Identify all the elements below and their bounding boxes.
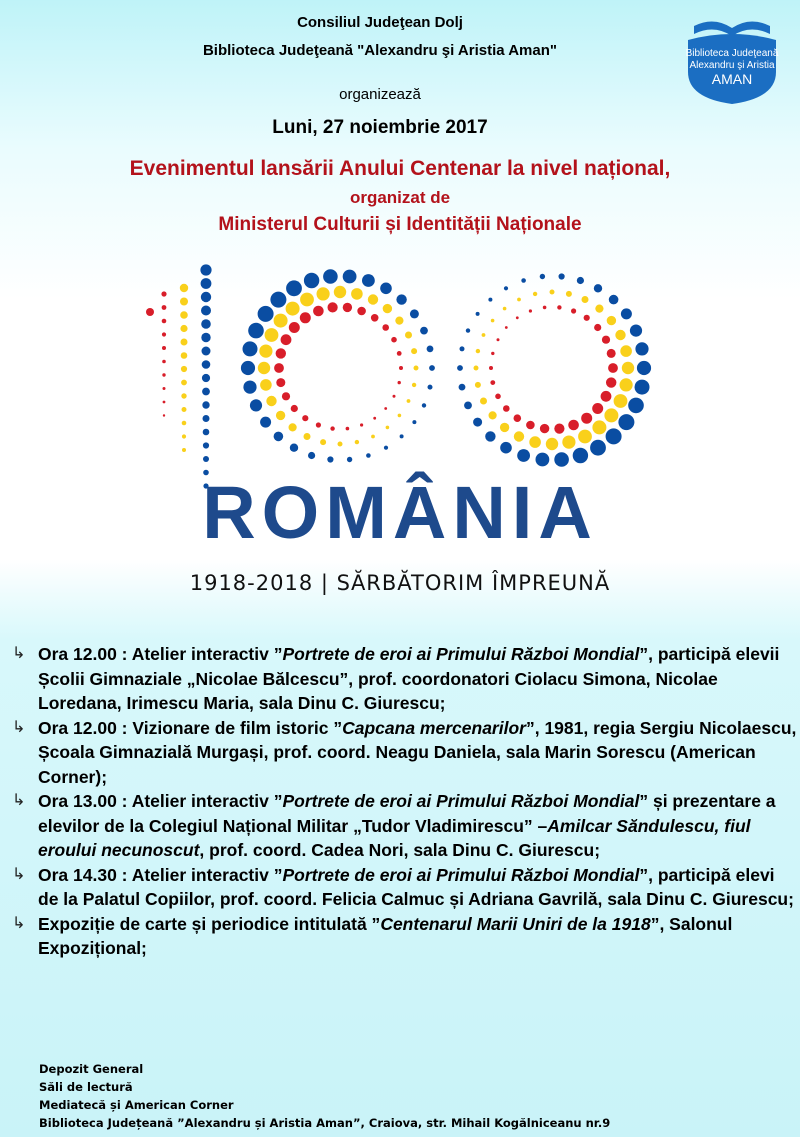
logo-dot [162,360,166,364]
logo-dot [289,322,300,333]
logo-dot [503,307,507,311]
logo-dot [622,362,634,374]
logo-dot [503,405,510,412]
event-ministry: Ministerul Culturii și Identității Naționale [218,214,582,235]
logo-dot [203,456,209,462]
organizer-library: Biblioteca Judeţeană "Alexandru şi Aristia Aman" [202,42,558,59]
logo-dot [203,442,209,448]
logo-dot [473,418,482,427]
logo-dot [286,302,300,316]
logo-dot [343,303,352,312]
logo-dot [516,316,519,319]
logo-dot [536,453,550,467]
logo-dot [343,270,357,284]
logo-dot [592,403,603,414]
logo-dot [371,435,375,439]
logo-dot [281,334,292,345]
logo-dot [489,411,497,419]
logo-dot [203,429,210,436]
logo-dot [582,296,589,303]
logo-dot [161,291,166,296]
logo-dot [274,432,284,442]
logo-dot [529,309,532,312]
logo-dot [316,422,321,427]
logo-dot [480,398,487,405]
logo-dot [391,337,397,343]
logo-dot [554,424,564,434]
logo-dot [517,449,530,462]
footer-address: Biblioteca Județeană ”Alexandru și Aristia Aman”, Craiova, str. Mihail Kogălniceanu nr.9 [39,1116,611,1130]
event-item-subtitle: Amilcar Săndulescu, fiul eroului necunoscut [38,815,751,860]
logo-dot [162,319,167,324]
logo-dot [412,383,416,387]
logo-dot [201,319,211,329]
footer-line: Depozit General [39,1062,144,1076]
logo-dot [554,452,569,467]
logo-dot [201,333,210,342]
logo-dot [620,378,633,391]
logo-dot [202,360,211,369]
logo-dot [258,306,274,322]
event-date: Luni, 27 noiembrie 2017 [272,117,488,138]
logo-dot [201,292,211,302]
logo-dot [414,366,419,371]
logo-dot [395,317,403,325]
logo-dot [202,401,209,408]
logo-dot [162,373,165,376]
logo-dot [386,426,390,430]
logo-dot [180,325,187,332]
logo-dot [181,380,187,386]
logo-dot [606,428,622,444]
footer [39,1060,610,1132]
logo-dot [347,457,352,462]
logo-dot [594,324,601,331]
logo-dot [181,339,188,346]
logo-dot [393,395,396,398]
logo-dot [286,280,302,296]
event-item-title: Portrete de eroi ai Primului Război Mondial [282,791,640,811]
logo-dot [163,414,165,416]
logo-dot [320,439,326,445]
event-item-title: Portrete de eroi ai Primului Război Mondial [282,644,640,664]
logo-dot [608,363,618,373]
event-item: ↳ Ora 14.30 : Atelier interactiv ”Portrete de eroi ai Primului Război Mondial”, participă elevi de la Palatul Copiilor, prof. coord. Felicia Calmuc și Adriana Gavrilă, sala Dinu C. Giurescu; [12,864,794,909]
arrow-bullet-icon: ↳ [12,645,26,662]
logo-dot [491,352,494,355]
logo-dot [584,315,590,321]
logo-dot [382,324,389,331]
logo-dot [628,398,644,414]
logo-dot [405,332,412,339]
logo-dot [400,434,404,438]
logo-dot [260,417,271,428]
logo-dot [411,348,417,354]
logo-dot [397,351,402,356]
event-item-title: Portrete de eroi ai Primului Război Mondial [282,864,640,885]
logo-dot [581,413,592,424]
logo-dot [291,405,298,412]
logo-dot [243,341,258,356]
centenar-logo [0,250,800,610]
logo-dot [606,377,616,387]
logo-dot [317,287,330,300]
logo-dot [514,414,522,422]
logo-dot [396,294,406,304]
logo-dot [482,333,486,337]
logo-dot [476,349,480,353]
arrow-bullet-icon: ↳ [12,718,26,736]
logo-dot [618,414,634,430]
event-item: ↳ Ora 13.00 : Atelier interactiv ”Portrete de eroi ai Primului Război Mondial” și prezentare a elevilor de la Colegiul Național Militar „Tudor Vladimirescu” –Amilcar Săndulescu, fiul eroului necunoscut, prof. coord. Cadea Nori, sala Dinu C. Giurescu; [12,791,776,860]
logo-dot [602,336,610,344]
logo-dot [460,346,465,351]
logo-dot [180,311,188,319]
logo-dot [181,393,186,398]
logo-dot [412,420,416,424]
logo-dot [250,399,262,411]
logo-dot [323,269,338,284]
event-organized-by: organizat de [349,188,451,207]
logo-dot [427,346,434,353]
logo-dot [491,319,495,323]
logo-dot [384,407,387,410]
logo-dot [202,388,210,396]
logo-dot [351,288,363,300]
logo-dot [346,427,350,431]
event-time: Ora 12.00 : [38,644,132,664]
logo-dot [607,349,616,358]
logo-dot [514,431,524,441]
logo-dot [529,436,541,448]
arrow-bullet-icon: ↳ [12,792,26,809]
logo-dot [504,286,508,290]
logo-dot [302,415,308,421]
logo-dot [182,434,186,438]
logo-dot [604,408,618,422]
logo-dot [163,401,166,404]
logo-dot [327,456,333,462]
event-item-title: Capcana mercenarilor [342,717,526,738]
logo-dot [304,273,319,288]
logo-dot [466,328,470,332]
footer-line: Săli de lectură [39,1080,133,1094]
logo-dot [533,292,537,296]
logo-dot [182,448,186,452]
event-item: ↳ Expoziție de carte și periodice intitulată ”Centenarul Marii Uniri de la 1918”, Salonul Expozițional; [12,913,733,958]
logo-dot [276,348,286,358]
logo-dot [300,312,311,323]
logo-dot [202,374,210,382]
logo-dot [276,378,285,387]
logo-dot [270,292,286,308]
logo-dot [300,293,314,307]
logo-dot [620,345,632,357]
logo-dot [384,446,388,450]
logo-dot [615,330,625,340]
logo-dot [497,338,500,341]
logo-dot [592,420,606,434]
logo-dot [289,423,297,431]
logo-dot [410,309,419,318]
logo-dot [201,306,211,316]
logo-dot [274,314,288,328]
logo-dot [490,380,495,385]
logo-dot [163,387,166,390]
organizes-text: organizează [339,86,421,103]
logo-dot [573,448,588,463]
logo-dot [373,417,376,420]
logo-dot [594,284,602,292]
logo-dot [630,325,642,337]
logo-dot [182,407,187,412]
logo-dot [334,286,346,298]
logo-dot [526,421,535,430]
logo-dot [366,453,371,458]
logo-dot [328,302,338,312]
logo-dot [559,273,565,279]
centenar-country: ROMÂNIA [202,471,598,554]
event-item-title: Centenarul Marii Uniri de la 1918 [380,913,651,934]
logo-dot [550,290,555,295]
logo-dot [568,420,579,431]
logo-dot [595,305,603,313]
logo-dot [362,274,375,287]
logo-dot [495,394,501,400]
logo-dot [181,352,188,359]
logo-dot [360,423,363,426]
logo-dot [259,345,272,358]
logo-dot [162,305,167,310]
logo-dot [162,346,166,350]
library-logo [680,14,784,106]
logo-dot [457,365,463,371]
logo-dot [475,382,481,388]
logo-dot [248,323,264,339]
logo-dot [180,284,188,292]
event-time: Ora 12.00 : [38,717,133,738]
logo-dot [621,308,632,319]
logo-dot [399,366,403,370]
logo-dot [180,298,188,306]
logo-dot [635,380,650,395]
logo-dot [241,361,255,375]
logo-dot [578,430,592,444]
logo-dot [355,440,359,444]
logo-dot [571,308,576,313]
event-item: ↳ Ora 12.00 : Atelier interactiv ”Portrete de eroi ai Primului Război Mondial”, participă elevii Școlii Gimnaziale „Nicolae Bălcescu”, prof. coordonatori Ciolacu Simona, Nicolae Loredana, Irimescu Maria, sala Dinu C. Giurescu; [12,644,780,713]
logo-dot [485,431,495,441]
logo-dot [368,294,378,304]
logo-dot [282,392,290,400]
organizer-council: Consiliul Judeţean Dolj [297,14,463,31]
logo-dot [614,394,628,408]
logo-dot [422,403,426,407]
logo-dot [338,442,343,447]
logo-dot [202,347,211,356]
logo-dot [577,277,584,284]
logo-dot [276,411,285,420]
logo-dot [637,361,651,375]
logo-dot [562,436,575,449]
logo-dot [590,440,606,456]
logo-dot [517,298,521,302]
logo-dot [557,305,561,309]
logo-dot [540,274,545,279]
logo-dot [200,264,211,275]
logo-dot [265,328,279,342]
logo-dot [308,452,315,459]
logo-dot [601,391,612,402]
logo-dot [398,381,401,384]
logo-dot [505,326,508,329]
logo-dot [609,295,619,305]
logo-dot [181,366,187,372]
logo-dot [274,363,284,373]
logo-dot [203,415,210,422]
events-list [8,642,798,961]
logo-dot [304,433,311,440]
footer-line: Mediatecă și American Corner [39,1098,234,1112]
logo-dot [635,342,648,355]
library-logo-line1: Biblioteca Judeţeană [685,48,779,59]
logo-dot [566,291,572,297]
logo-dot [182,421,187,426]
logo-dot [380,283,392,295]
library-logo-line3: AMAN [711,71,753,87]
logo-dot [258,362,270,374]
logo-dot [540,424,549,433]
logo-dot [420,327,428,335]
logo-dot [488,298,492,302]
logo-dot [428,385,433,390]
logo-dot [521,278,526,283]
centenar-tagline: 1918-2018 | SĂRBĂTORIM ÎMPREUNĂ [189,571,611,595]
book-icon [694,21,770,36]
logo-dot [146,308,154,316]
arrow-bullet-icon: ↳ [12,914,26,932]
arrow-bullet-icon: ↳ [12,865,26,883]
centenar-100-dots [146,264,651,488]
logo-dot [313,306,324,317]
logo-dot [290,444,298,452]
logo-dot [330,426,334,430]
logo-dot [489,366,493,370]
event-time: Ora 14.30 : [38,864,132,885]
event-time: Ora 13.00 : [38,791,132,811]
logo-dot [357,307,366,316]
logo-dot [398,414,402,418]
logo-dot [371,314,379,322]
logo-dot [243,381,256,394]
logo-dot [500,423,509,432]
logo-dot [464,402,472,410]
logo-dot [266,396,276,406]
logo-dot [383,304,392,313]
logo-dot [546,438,558,450]
logo-dot [162,332,166,336]
library-logo-line2: Alexandru şi Aristia [689,60,775,71]
logo-dot [543,306,547,310]
logo-dot [407,399,411,403]
logo-dot [500,442,512,454]
logo-dot [474,366,479,371]
logo-dot [476,312,480,316]
logo-dot [429,365,435,371]
logo-dot [459,384,466,391]
logo-dot [607,316,616,325]
logo-dot [260,379,272,391]
event-title: Evenimentul lansării Anului Centenar la nivel național, [129,157,671,180]
logo-dot [201,278,212,289]
event-item: ↳ Ora 12.00 : Vizionare de film istoric ”Capcana mercenarilor”, 1981, regia Sergiu Nicolaescu, Școala Gimnazială Murgași, prof. coord. Neagu Daniela, sala Marin Sorescu (American Corner); [12,717,797,787]
